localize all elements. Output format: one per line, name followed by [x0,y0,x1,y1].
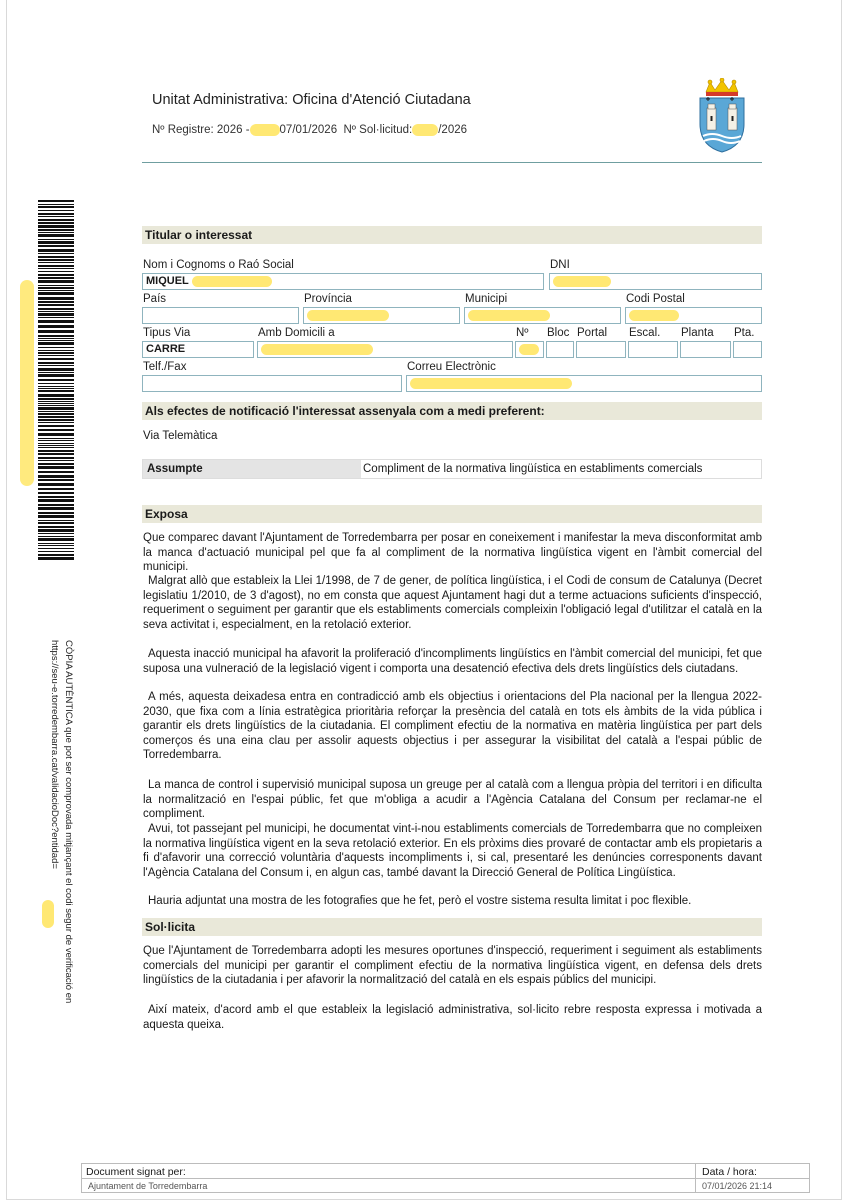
barcode-bar [38,379,74,381]
redaction-mark [553,276,611,287]
barcode-bar [38,374,74,377]
barcode-bar [38,204,74,205]
registre-date: 07/01/2026 [279,124,338,137]
section-notificacio: Als efectes de notificació l'interessat assenyala com a medi preferent: [142,402,762,420]
section-exposa: Exposa [142,505,762,523]
barcode-bar [38,483,74,486]
barcode-bar [38,206,74,208]
barcode-bar [38,277,74,279]
redaction-mark [192,276,272,287]
barcode-bar [38,338,74,339]
barcode-bar [38,285,74,286]
barcode-bar [38,274,74,276]
tipus-via-field [142,341,254,358]
barcode-bar [38,271,74,272]
section-sollicita: Sol·licita [142,918,762,936]
data-hora-value: 07/01/2026 21:14 [702,1181,773,1191]
barcode-bar [38,496,74,498]
barcode-bar [38,471,74,473]
num-field [515,341,544,358]
exposa-paragraph: Aquesta inacció municipal ha afavorit la proliferació d'incompliments lingüístics en l'àmbit comercial del municipi, fet que suposa una vulneració de la legislació vigent i comporta una desatenció efectiva dels drets lingüístics dels ciutadans. [143,648,762,675]
redaction-mark [250,124,280,136]
redaction-mark [468,310,550,321]
barcode-bar [38,253,74,254]
barcode-bar [38,355,74,356]
redaction-mark [261,344,373,355]
barcode-bar [38,301,74,303]
barcode-bar [38,520,74,521]
barcode-bar [38,401,74,402]
barcode-bar [38,365,74,366]
registre-label: Nº Registre: 2026 - [152,124,250,137]
barcode-bar [38,538,74,541]
barcode-bar [38,526,74,528]
unit-title: Unitat Administrativa: Oficina d'Atenció Ciutadana [152,92,471,108]
pais-label: País [143,293,167,305]
barcode-bar [38,219,74,221]
barcode-bar [38,350,74,351]
nom-value: MIQUEL [146,275,189,287]
barcode-bar [38,229,74,231]
copia-line-1: CÒPIA AUTÈNTICA que pot ser comprovada mitjançant el codi segur de verificació en [63,640,74,1004]
exposa-paragraph: Hauria adjuntat una mostra de les fotografies que he fet, però el vostre sistema resulta limitat i poc flexible. [148,895,692,907]
barcode-bar [38,347,74,348]
barcode-bar [38,234,74,237]
pta-field [733,341,762,358]
barcode-bar [38,317,74,318]
signat-value: Ajuntament de Torredembarra [88,1181,208,1191]
correu-label: Correu Electrònic [407,361,496,373]
barcode-bar [38,362,74,364]
sollicita-paragraph: Que l'Ajuntament de Torredembarra adopti les mesures oportunes d'inspecció, requeriment i seguiment als establiments comercials del municipi per garantir el compliment efectiu de la normativa lingüística vigent, en defensa dels drets lingüístics de la ciutadania i per afavorir la normalització del català en els espais públics del municipi. [143,945,762,987]
barcode-bar [38,325,74,328]
barcode [38,200,74,560]
barcode-bar [38,330,74,333]
exposa-paragraph: Que comparec davant l'Ajuntament de Torredembarra per posar en coneixement i manifestar la meva disconformitat amb la manca d'actuació municipal pel que fa al compliment de la normativa lingüística vigent en l'àmbit comercial del municipi. [143,532,762,574]
barcode-bar [38,308,74,310]
barcode-bar [38,213,74,215]
barcode-bar [38,245,74,247]
barcode-bar [38,445,74,446]
barcode-bar [38,216,74,217]
portal-field [576,341,626,358]
barcode-bar [38,280,74,283]
escal-field [628,341,678,358]
bloc-field [546,341,574,358]
barcode-bar [38,475,74,478]
barcode-bar [38,262,74,263]
barcode-bar [38,533,74,534]
barcode-bar [38,259,74,261]
sollicitud-label: Nº Sol·licitud: [343,124,413,137]
barcode-bar [38,499,74,502]
barcode-bar [38,429,74,431]
barcode-bar [38,320,74,323]
barcode-bar [38,422,74,423]
barcode-bar [38,466,74,469]
barcode-bar [38,450,74,452]
assumpte-value: Compliment de la normativa lingüística en establiments comercials [363,463,703,475]
municipi-field [464,307,621,324]
barcode-bar [38,210,74,211]
sollicitud-suffix: /2026 [438,124,468,137]
provincia-label: Província [304,293,352,305]
barcode-bar [38,342,74,345]
planta-field [680,341,731,358]
redaction-mark [629,310,679,321]
barcode-bar [38,492,74,494]
barcode-bar [38,457,74,459]
escal-label: Escal. [629,327,661,339]
copia-line-2: https://seu-e.torredembarra.cat/validacioDoc?entidad= [49,640,60,869]
barcode-bar [38,372,74,373]
barcode-bar [38,411,74,412]
domicili-label: Amb Domicili a [258,327,335,339]
exposa-paragraph: La manca de control i supervisió municipal suposa un greuge per al català com a llengua pròpia del territori i en dificulta la normalització en l'espai públic, fet que m'obliga a acudir a l'Agència Catalana del Consum per reclamar-ne el compliment. [143,779,762,821]
bloc-label: Bloc [547,327,570,339]
provincia-field [303,307,460,324]
assumpte-row [142,459,762,479]
barcode-bar [38,403,74,404]
barcode-bar [38,425,74,427]
redaction-mark [519,344,539,355]
barcode-bar [38,460,74,461]
tipus-via-label: Tipus Via [143,327,191,339]
barcode-bar [38,407,74,410]
barcode-bar [38,358,74,360]
barcode-bar [38,352,74,354]
barcode-bar [38,368,74,371]
barcode-bar [38,551,74,552]
barcode-bar [38,241,74,244]
pta-label: Pta. [734,327,755,339]
barcode-bar [38,438,74,439]
barcode-bar [38,239,74,240]
barcode-bar [38,398,74,400]
section-titular: Titular o interessat [142,226,762,244]
tipus-via-value: CARRE [146,343,186,355]
barcode-bar [38,297,74,300]
barcode-bar [38,554,74,556]
barcode-bar [38,287,74,289]
nom-field [142,273,544,290]
redaction-mark [20,280,34,486]
barcode-bar [38,313,74,316]
barcode-bar [38,416,74,418]
redaction-mark [410,378,572,389]
barcode-bar [38,548,74,549]
domicili-field [257,341,513,358]
barcode-bar [38,512,74,514]
barcode-bar [38,394,74,397]
signature-divider [82,1178,809,1179]
redaction-mark [307,310,389,321]
barcode-bar [38,311,74,312]
barcode-bar [38,545,74,546]
registre-line [152,124,467,136]
codi-postal-label: Codi Postal [626,293,685,305]
barcode-bar [38,504,74,506]
notificacio-value: Via Telemàtica [143,430,218,442]
portal-label: Portal [577,327,608,339]
barcode-bar [38,453,74,455]
signat-label: Document signat per: [86,1166,186,1178]
barcode-bar [38,290,74,291]
barcode-bar [38,557,74,560]
correu-field [406,375,762,392]
barcode-bar [38,256,74,258]
barcode-bar [38,419,74,421]
barcode-bar [38,388,74,389]
codi-postal-field [625,307,762,324]
barcode-bar [38,488,74,490]
barcode-bar [38,335,74,337]
barcode-bar [38,440,74,441]
planta-label: Planta [681,327,714,339]
barcode-bar [38,268,74,269]
redaction-mark [42,900,54,928]
barcode-bar [38,463,74,465]
barcode-bar [38,515,74,518]
barcode-bar [38,413,74,415]
municipi-label: Municipi [465,293,508,305]
barcode-bar [38,479,74,481]
barcode-bar [38,390,74,392]
torredembarra-crest-logo [696,78,748,154]
dni-label: DNI [550,259,570,271]
barcode-bar [38,443,74,444]
telf-label: Telf./Fax [143,361,187,373]
barcode-bar [38,433,74,436]
barcode-bar [38,292,74,295]
pais-field [142,307,299,324]
exposa-paragraph: Malgrat allò que estableix la Llei 1/1998, de 7 de gener, de política lingüística, i el Codi de consum de Catalunya (Decret legislatiu 1/2010, de 3 d'agost), no em consta que aquest Ajuntament hagi dut a terme actuacions suficients d'inspecció, requeriment o seguiment per garantir que els establiments comercials compleixin l'obligació legal d'utilitzar el català en la seva activitat i, especialment, en la retolació exterior. [143,575,762,631]
barcode-bar [38,222,74,224]
data-hora-label: Data / hora: [702,1166,757,1178]
barcode-bar [38,529,74,532]
dni-field [549,273,762,290]
barcode-bar [38,340,74,341]
sollicita-paragraph: Així mateix, d'acord amb el que estableix la legislació administrativa, sol·licito rebre resposta expressa i motivada a aquesta queixa. [143,1004,762,1031]
telf-field [142,375,402,392]
barcode-bar [38,383,74,384]
exposa-paragraph: Avui, tot passejant pel municipi, he documentat vint-i-nou establiments comercials de Torredembarra que no compleixen la normativa lingüística vigent en la seva retolació exterior. En els pròxims dies provaré de contactar amb els propietaris a fi d'afavorir una correcció voluntària d'aquests incompliments i, si cal, presentaré les denúncies corresponents davant l'Agència Catalana del Consum i, en algun cas, també davant la Direcció General de Política Lingüística. [143,823,762,879]
barcode-bar [38,232,74,233]
assumpte-label: Assumpte [143,460,361,478]
barcode-bar [38,265,74,267]
barcode-bar [38,225,74,228]
num-label: Nº [516,327,529,339]
barcode-bar [38,536,74,537]
barcode-bar [38,507,74,510]
barcode-bar [38,522,74,524]
barcode-bar [38,249,74,252]
exposa-paragraph: A més, aquesta deixadesa entra en contradicció amb els objectius i orientacions del Pla nacional per la llengua 2022-2030, que fixa com a línia estratègica prioritària reforçar la presència del català en tots els àmbits de la vida pública i garantir els drets lingüístics de la ciutadania. El compliment efectiu de la normativa en matèria lingüística per part dels comerços és una eina clau per assolir aquests objectius i per assegurar la visibilitat del català a l'espai públic de Torredembarra. [143,691,762,762]
barcode-bar [38,200,74,202]
barcode-bar [38,386,74,387]
redaction-mark [412,124,438,136]
header-rule [142,162,762,163]
barcode-bar [38,543,74,544]
barcode-bar [38,405,74,406]
signature-box [81,1163,810,1193]
nom-label: Nom i Cognoms o Raó Social [143,259,294,271]
barcode-bar [38,304,74,306]
barcode-bar [38,447,74,448]
